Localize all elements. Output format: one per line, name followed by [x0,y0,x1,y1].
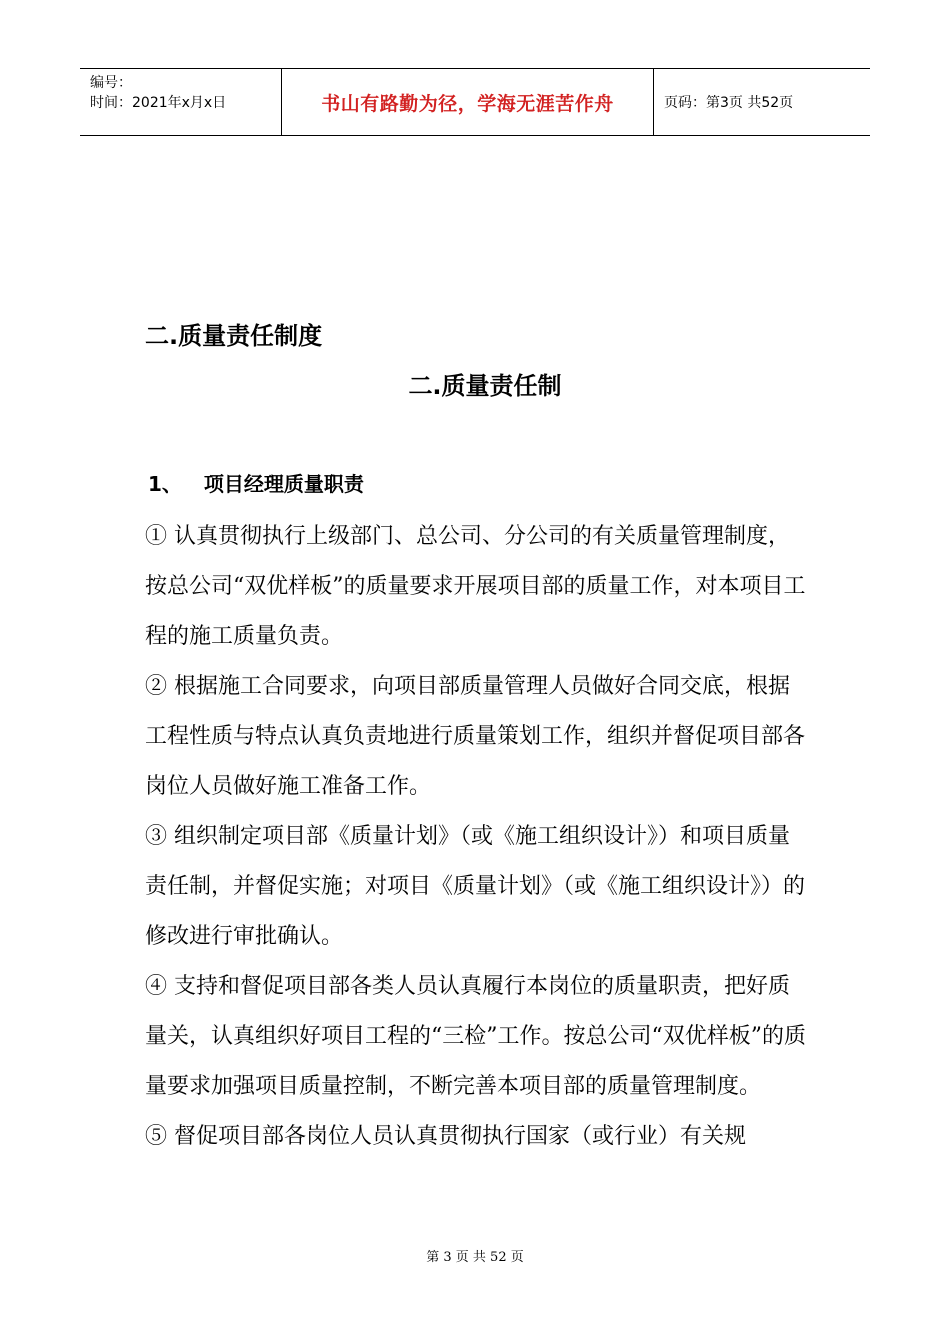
time-label: 时间：2021年x月x日 [90,95,227,111]
body-text [145,512,810,1162]
page-footer: 第 3 页 共 52 页 [426,1250,524,1265]
item-heading [148,468,364,497]
paragraph: ② 根据施工合同要求，向项目部质量管理人员做好合同交底，根据工程性质与特点认真负责地进行质量策划工作，组织并督促项目部各岗位人员做好施工准备工作。 [145,674,806,799]
item-title: 项目经理质量职责 [203,472,364,496]
page-header [80,68,870,136]
number-label: 编号： [90,75,132,91]
section-title: 二.质量责任制度 [145,322,323,350]
header-page-info: 页码：第3页 共52页 [664,95,794,111]
header-meta [80,69,282,135]
header-motto: 书山有路勤为径，学海无涯苦作舟 [282,69,654,135]
section-subtitle: 二.质量责任制 [408,372,562,400]
paragraph: ④ 支持和督促项目部各类人员认真履行本岗位的质量职责，把好质量关，认真组织好项目工程的“三检”工作。按总公司“双优样板”的质量要求加强项目质量控制，不断完善本项目部的质量管理制度。 [145,974,806,1099]
paragraph: ⑤ 督促项目部各岗位人员认真贯彻执行国家（或行业）有关规 [145,1124,746,1149]
paragraph: ① 认真贯彻执行上级部门、总公司、分公司的有关质量管理制度，按总公司“双优样板”的质量要求开展项目部的质量工作，对本项目工程的施工质量负责。 [145,524,806,649]
item-number: 1、 [148,472,182,496]
paragraph: ③ 组织制定项目部《质量计划》（或《施工组织设计》）和项目质量责任制，并督促实施；对项目《质量计划》（或《施工组织设计》）的修改进行审批确认。 [145,824,806,949]
